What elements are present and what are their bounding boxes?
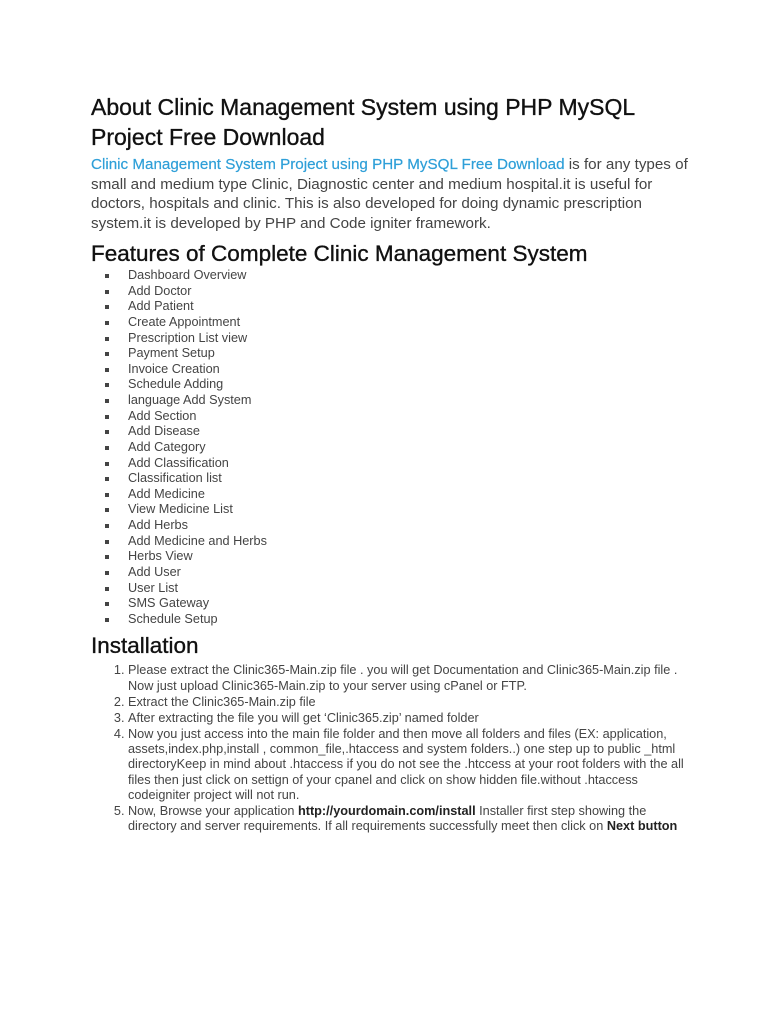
feature-item: Add Doctor bbox=[128, 284, 691, 300]
feature-item: Herbs View bbox=[128, 549, 691, 565]
article-title: About Clinic Management System using PHP MySQL Project Free Download bbox=[91, 94, 635, 150]
feature-item: Create Appointment bbox=[128, 315, 691, 331]
feature-item: Schedule Adding bbox=[128, 377, 691, 393]
intro-text: is for any types of small and medium type Clinic, Diagnostic center and medium hospital.it is useful for doctors, hospitals and clinic. This is also developed for doing dynamic prescription system.it is developed by PHP and Code igniter framework. bbox=[91, 156, 688, 232]
feature-item: Invoice Creation bbox=[128, 362, 691, 378]
feature-item: language Add System bbox=[128, 393, 691, 409]
install-url: http://yourdomain.com/install bbox=[297, 804, 476, 819]
article-content bbox=[91, 92, 691, 835]
feature-item: Add Category bbox=[128, 440, 691, 456]
feature-item: Dashboard Overview bbox=[128, 268, 691, 284]
feature-item: View Medicine List bbox=[128, 502, 691, 518]
feature-item: Add Medicine and Herbs bbox=[128, 534, 691, 550]
feature-item: Schedule Setup bbox=[128, 612, 691, 628]
step-text: Installer first step showing the directory and server requirements. If all requirements successfully meet then click on bbox=[128, 804, 647, 834]
installation-heading: Installation bbox=[91, 633, 199, 659]
feature-item: Add Patient bbox=[128, 299, 691, 315]
installation-step: 2. Extract the Clinic365-Main.zip file bbox=[128, 695, 691, 710]
features-heading: Features of Complete Clinic Management System bbox=[91, 241, 588, 266]
feature-item: Add User bbox=[128, 565, 691, 581]
intro-paragraph bbox=[91, 155, 691, 233]
feature-item: Add Herbs bbox=[128, 518, 691, 534]
step-text: Now, Browse your application bbox=[128, 804, 298, 819]
next-button-label: Next button bbox=[606, 819, 678, 834]
feature-item: Add Section bbox=[128, 409, 691, 425]
features-list bbox=[91, 268, 691, 627]
installation-step: 4. Now you just access into the main file folder and then move all folders and files (EX: application, assets,index.php,install , common_file,.htaccess and system folders..) one step up to public _html directoryKeep in mind about .htaccess if you do not see the .htccess at your root folders with the all files then just click on settign of your cpanel and click on show hidden file.without .htaccess codeigniter project will not run. bbox=[128, 727, 691, 804]
feature-item: User List bbox=[128, 581, 691, 597]
intro-link[interactable]: Clinic Management System Project using PHP MySQL Free Download bbox=[91, 156, 565, 173]
feature-item: Add Disease bbox=[128, 424, 691, 440]
feature-item: Classification list bbox=[128, 471, 691, 487]
feature-item: Payment Setup bbox=[128, 346, 691, 362]
installation-step bbox=[128, 804, 691, 835]
installation-step: 1. Please extract the Clinic365-Main.zip file . you will get Documentation and Clinic365-Main.zip file . Now just upload Clinic365-Main.zip to your server using cPanel or FTP. bbox=[128, 663, 691, 694]
feature-item: Prescription List view bbox=[128, 331, 691, 347]
feature-item: Add Classification bbox=[128, 456, 691, 472]
installation-step: 3. After extracting the file you will get ‘Clinic365.zip’ named folder bbox=[128, 711, 691, 726]
feature-item: SMS Gateway bbox=[128, 596, 691, 612]
feature-item: Add Medicine bbox=[128, 487, 691, 503]
installation-steps bbox=[91, 663, 691, 834]
